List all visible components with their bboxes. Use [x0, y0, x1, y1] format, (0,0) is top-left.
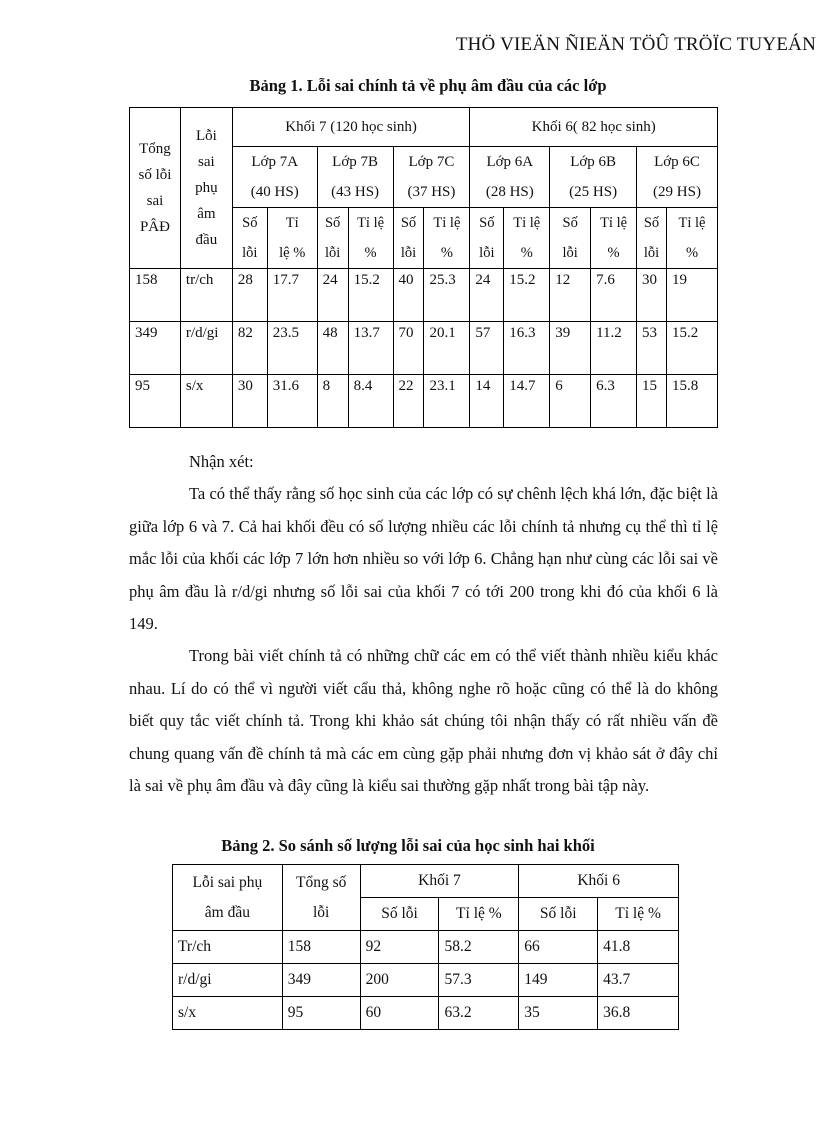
error-type-header: [180, 108, 232, 269]
table-cell: 66: [519, 931, 598, 964]
grade6-header: Khối 6( 82 học sinh): [470, 108, 718, 147]
sub-header-line: lệ %: [279, 245, 306, 261]
total-header-line: sai: [146, 193, 164, 209]
sub-header-line: %: [685, 245, 699, 261]
type-header-line: sai: [198, 154, 215, 170]
running-header: THÖ VIEÄN ÑIEÄN TÖÛ TRÖÏC TUYEÁN: [455, 34, 816, 55]
table-cell: 40: [393, 269, 424, 322]
table-cell: 15.2: [504, 269, 550, 322]
sub-header: [470, 208, 504, 269]
total-header-line: số lỗi: [138, 167, 172, 183]
table-row: [130, 269, 718, 322]
sub-header: [424, 208, 470, 269]
table-cell: 35: [519, 997, 598, 1030]
sub-header-line: Số: [324, 215, 341, 231]
sub-header-line: lỗi: [324, 245, 341, 261]
grade7-header: Khối 7: [360, 865, 519, 898]
table-cell: 22: [393, 375, 424, 428]
table-cell: 349: [130, 322, 181, 375]
table-cell: 15.2: [348, 269, 393, 322]
table-cell: 149: [519, 964, 598, 997]
table-cell: 57.3: [439, 964, 519, 997]
count-header: Số lỗi: [519, 898, 598, 931]
class-name: Lớp 6C: [654, 154, 700, 170]
table-cell: 158: [282, 931, 360, 964]
sub-header-line: lỗi: [643, 245, 660, 261]
grade6-header: Khối 6: [519, 865, 679, 898]
paragraph-1-text: Ta có thể thấy rằng số học sinh của các lớp có sự chênh lệch khá lớn, đặc biệt là giữa lớp 6 và 7. Cả hai khối đều có số lượng nhiều các lỗi chính tả nhưng cụ thể thì tỉ lệ mắc lỗi của khối các lớp 7 lớn hơn nhiều so với lớp 6. Chẳng hạn như cùng các lỗi sai về phụ âm đầu là r/d/gi nhưng số lỗi sai của khối 7 có tới 200 trong khi đó của khối 6 là 149.: [129, 484, 718, 633]
table-cell: 28: [232, 269, 267, 322]
type-header-line: phụ: [195, 180, 218, 196]
table-cell: 63.2: [439, 997, 519, 1030]
table-row: [173, 997, 679, 1030]
table-cell: 15.2: [666, 322, 717, 375]
table-cell: s/x: [180, 375, 232, 428]
table-cell: 39: [550, 322, 591, 375]
class-count: (43 HS): [331, 184, 380, 200]
table-cell: 12: [550, 269, 591, 322]
class-count: (25 HS): [569, 184, 618, 200]
paragraph-2: [129, 640, 718, 803]
sub-header: [393, 208, 424, 269]
grade7-header: Khối 7 (120 học sinh): [232, 108, 470, 147]
table-row: [173, 931, 679, 964]
sub-header-line: Số: [562, 215, 578, 231]
sub-header-line: Số: [479, 215, 495, 231]
table-cell: s/x: [173, 997, 283, 1030]
error-type-header: [173, 865, 283, 931]
table-cell: 48: [317, 322, 348, 375]
table-cell: 70: [393, 322, 424, 375]
sub-header-line: Tỉ lệ: [433, 215, 461, 231]
total-header-line: Tổng số: [296, 873, 347, 891]
table-cell: 25.3: [424, 269, 470, 322]
table-cell: 6: [550, 375, 591, 428]
table-cell: 158: [130, 269, 181, 322]
table-cell: 23.1: [424, 375, 470, 428]
class-count: (37 HS): [407, 184, 456, 200]
sub-header-line: Tỉ: [285, 215, 299, 231]
sub-header-line: lỗi: [400, 245, 417, 261]
sub-header-line: lỗi: [242, 245, 258, 261]
total-errors-header: [282, 865, 360, 931]
sub-header-line: Tỉ lệ: [357, 215, 385, 231]
sub-header: [666, 208, 717, 269]
sub-header: [591, 208, 637, 269]
table1: [129, 107, 718, 428]
sub-header: [550, 208, 591, 269]
paragraph-1: [129, 478, 718, 641]
rate-header: Tỉ lệ %: [439, 898, 519, 931]
table-row: [173, 964, 679, 997]
class-name: Lớp 7A: [251, 154, 299, 170]
table-cell: 30: [637, 269, 667, 322]
sub-header-line: %: [607, 245, 620, 261]
count-header: Số lỗi: [360, 898, 439, 931]
rate-header: Tỉ lệ %: [598, 898, 679, 931]
class-count: (28 HS): [485, 184, 534, 200]
sub-header: [504, 208, 550, 269]
table-cell: 8.4: [348, 375, 393, 428]
paragraph-2-text: Trong bài viết chính tả có những chữ các em có thể viết thành nhiều kiểu khác nhau. Lí do có thể vì người viết cẩu thả, không nghe rõ hoặc cũng có thể là do không biết quy tắc viết chính tả. Trong khi khảo sát chúng tôi nhận thấy có rất nhiều vấn đề chung quang vấn đề chính tả mà các em cùng gặp phải nhưng đơn vị khảo sát ở đây chỉ là sai về phụ âm đầu và đây cũng là kiểu sai thường gặp nhất trong bài tập này.: [129, 646, 718, 795]
table2-caption: Bảng 2. So sánh số lượng lỗi sai của học sinh hai khối: [221, 836, 595, 855]
class-name: Lớp 6A: [486, 154, 534, 170]
total-header-line: lỗi: [313, 903, 330, 921]
table-cell: 53: [637, 322, 667, 375]
table2: [172, 864, 679, 1030]
class-header: [232, 147, 317, 208]
table-cell: 24: [317, 269, 348, 322]
table-cell: r/d/gi: [180, 322, 232, 375]
class-count: (29 HS): [653, 184, 701, 200]
table-cell: 16.3: [504, 322, 550, 375]
total-errors-header: [130, 108, 181, 269]
type-header-line: Lỗi sai phụ: [192, 873, 263, 891]
table-cell: 41.8: [598, 931, 679, 964]
type-header-line: âm đầu: [204, 903, 250, 921]
sub-header-line: Tỉ lệ: [513, 215, 541, 231]
table-cell: 14: [470, 375, 504, 428]
table-cell: 36.8: [598, 997, 679, 1030]
sub-header-line: Số: [643, 215, 660, 231]
table-cell: 58.2: [439, 931, 519, 964]
table1-caption: Bảng 1. Lỗi sai chính tả về phụ âm đầu của các lớp: [249, 76, 607, 95]
sub-header-line: lỗi: [562, 245, 578, 261]
table-cell: 92: [360, 931, 439, 964]
table-cell: 14.7: [504, 375, 550, 428]
sub-header: [232, 208, 267, 269]
sub-header-line: lỗi: [479, 245, 495, 261]
table-cell: 15: [637, 375, 667, 428]
class-header: [470, 147, 550, 208]
sub-header-line: Tỉ lệ: [600, 215, 628, 231]
table-cell: 20.1: [424, 322, 470, 375]
table-cell: 31.6: [267, 375, 317, 428]
sub-header-line: %: [440, 245, 453, 261]
table-cell: Tr/ch: [173, 931, 283, 964]
table-cell: 7.6: [591, 269, 637, 322]
table-cell: 24: [470, 269, 504, 322]
sub-header-line: Tỉ lệ: [678, 215, 706, 231]
table-cell: 95: [130, 375, 181, 428]
sub-header-line: %: [520, 245, 533, 261]
class-header: [393, 147, 470, 208]
sub-header: [348, 208, 393, 269]
table-cell: 200: [360, 964, 439, 997]
table-cell: 8: [317, 375, 348, 428]
table-cell: 19: [666, 269, 717, 322]
type-header-line: Lỗi: [195, 128, 217, 144]
note-label: [129, 446, 718, 479]
table-cell: 349: [282, 964, 360, 997]
type-header-line: đầu: [195, 232, 218, 248]
table-cell: 43.7: [598, 964, 679, 997]
table-cell: 57: [470, 322, 504, 375]
table-cell: r/d/gi: [173, 964, 283, 997]
class-header: [550, 147, 637, 208]
table-cell: 23.5: [267, 322, 317, 375]
table-cell: 82: [232, 322, 267, 375]
class-name: Lớp 7C: [408, 154, 455, 170]
table-cell: 60: [360, 997, 439, 1030]
sub-header: [317, 208, 348, 269]
table-cell: 13.7: [348, 322, 393, 375]
class-header: [637, 147, 718, 208]
table-row: [130, 375, 718, 428]
table-cell: tr/ch: [180, 269, 232, 322]
table-cell: 30: [232, 375, 267, 428]
note-label-text: Nhận xét:: [189, 452, 254, 471]
total-header-line: PÂĐ: [139, 219, 170, 235]
table-cell: 95: [282, 997, 360, 1030]
table-cell: 6.3: [591, 375, 637, 428]
sub-header-line: %: [364, 245, 377, 261]
class-name: Lớp 7B: [332, 154, 379, 170]
sub-header: [267, 208, 317, 269]
table-row: [130, 322, 718, 375]
sub-header: [637, 208, 667, 269]
table-cell: 11.2: [591, 322, 637, 375]
table-cell: 15.8: [666, 375, 717, 428]
sub-header-line: Số: [400, 215, 417, 231]
table-cell: 17.7: [267, 269, 317, 322]
class-count: (40 HS): [250, 184, 299, 200]
sub-header-line: Số: [242, 215, 258, 231]
total-header-line: Tổng: [139, 141, 171, 157]
type-header-line: âm: [197, 206, 216, 222]
class-name: Lớp 6B: [570, 154, 617, 170]
class-header: [317, 147, 393, 208]
